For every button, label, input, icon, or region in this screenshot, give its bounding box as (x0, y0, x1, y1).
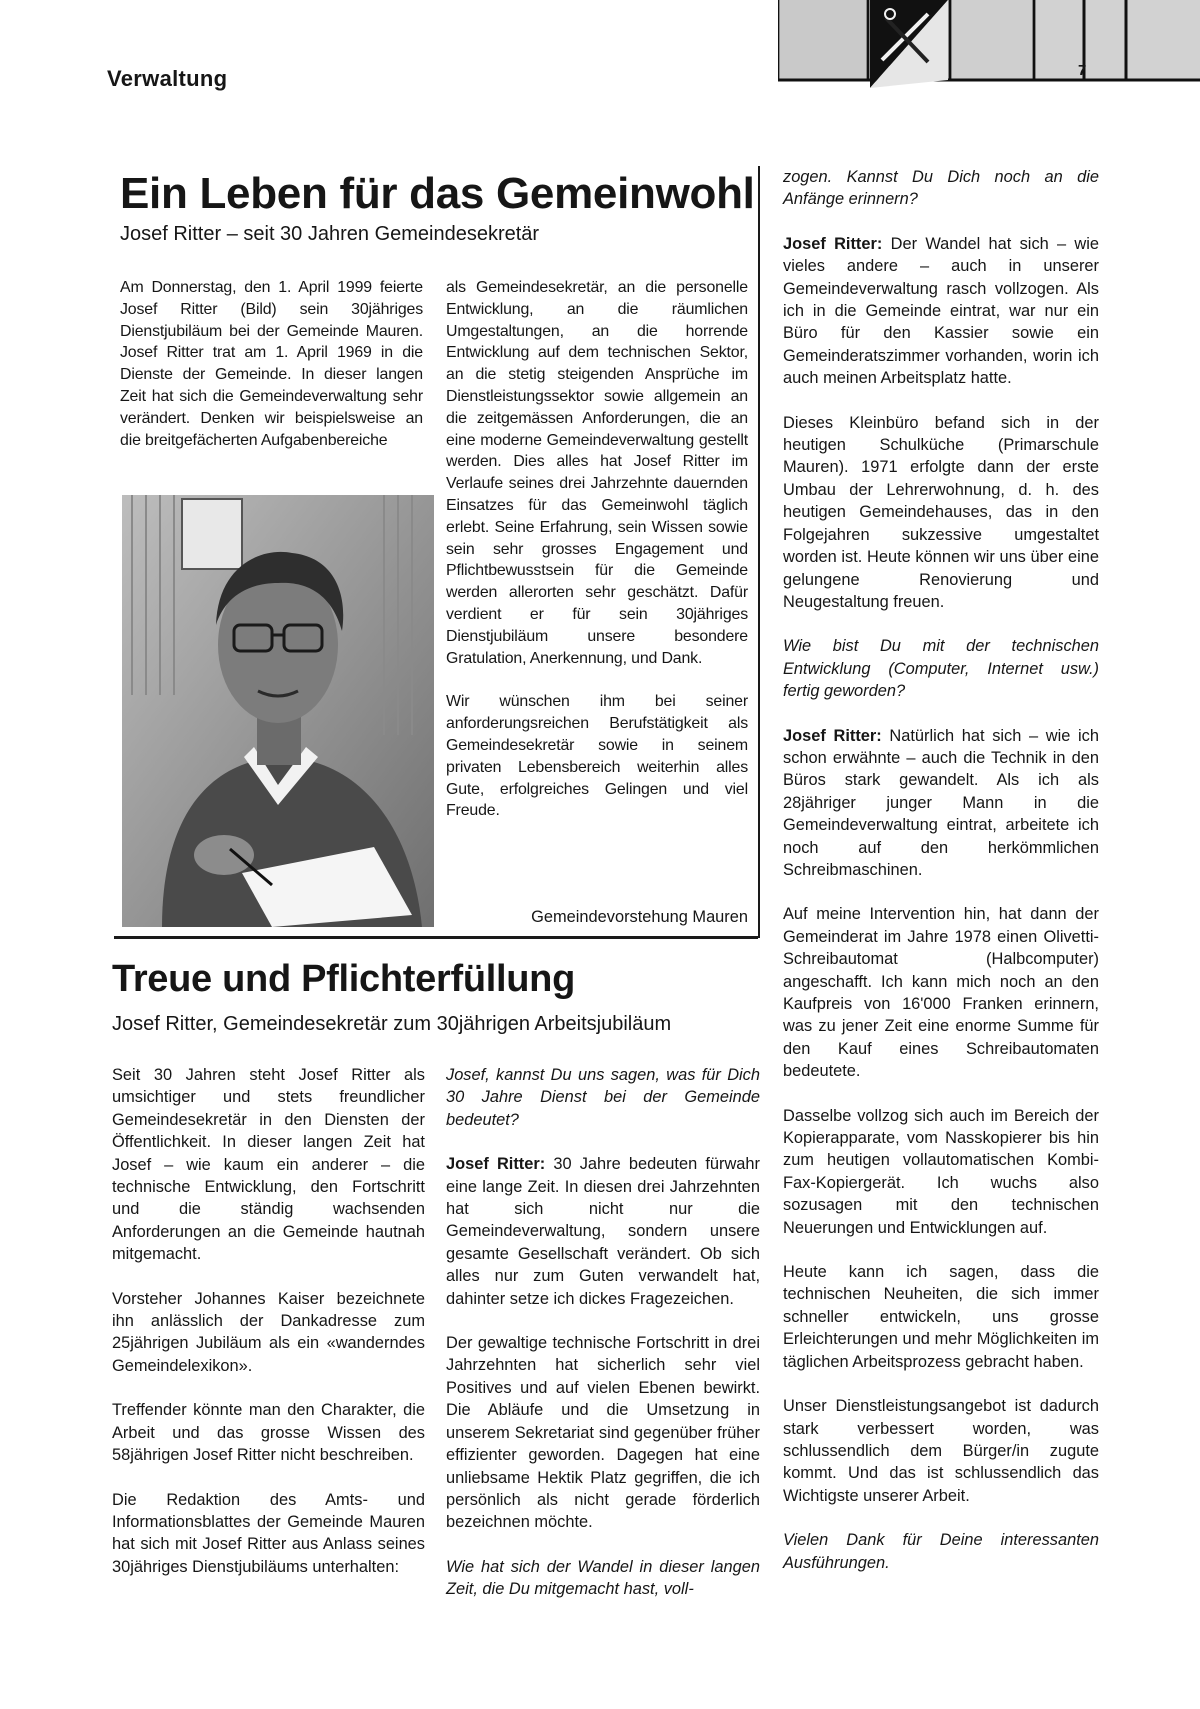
article-column3 (783, 166, 1099, 1574)
article2-subtitle: Josef Ritter, Gemeindesekretär zum 30jährigen Arbeitsjubiläum (112, 1013, 672, 1035)
interview-answer: Dasselbe vollzog sich auch im Bereich der Kopierapparate, vom Nasskopierer bis hin zum heutigen vollautomatischen Kombi-Fax-Kopiergerät. Ich wuchs also sozusagen mit den technischen Neuerungen und Entwicklungen auf. (783, 1106, 1099, 1237)
interview-question: Wie hat sich der Wandel in dieser langen Zeit, die Du mitgemacht hast, voll- (446, 1557, 760, 1599)
interview-question: Josef, kannst Du uns sagen, was für Dich 30 Jahre Dienst bei der Gemeinde bedeutet? (446, 1066, 760, 1129)
interview-question: Wie bist Du mit der technischen Entwicklung (Computer, Internet usw.) fertig geworden? (783, 637, 1099, 701)
answer-text: Der Wandel hat sich – wie vieles andere – auch in unserer Gemeindeverwaltung rasch vollzogen. Als ich in die Gemeinde eintrat, war nur ein Büro für den Kassier sowie ein Gemeinderatszimmer vorhanden, worin ich auch meinen Arbeitsplatz hatte. (783, 234, 1100, 388)
article1-title: Ein Leben für das Gemeinwohl (120, 169, 755, 218)
article2-paragraph: Seit 30 Jahren steht Josef Ritter als umsichtiger und stets freundlicher Gemeindesekretär in den Diensten der Öffentlichkeit. In dieser langen Zeit hat Josef – wie kaum ein anderer – die technische Entwicklung, den Fortschritt und die ständig wachsenden Anforderungen an die Gemeinde hautnah mitgemacht. (112, 1066, 425, 1264)
speaker-label: Josef Ritter: (446, 1155, 546, 1174)
interview-answer: Der gewaltige technische Fortschritt in drei Jahrzehnten hat sicherlich sehr viel Positives und auf vielen Ebenen bewirkt. Die Abläufe und die Umsetzung in unserem Sekretariat sind gegenüber früher effizienter geworden. Dagegen hat eine unliebsame Hektik Platz gegriffen, die ich persönlich als nicht gerade förderlich bezeichnen möchte. (446, 1334, 760, 1532)
closing-remark: Vielen Dank für Deine interessanten Ausführungen. (783, 1531, 1099, 1572)
column-divider (758, 166, 760, 938)
article2-title: Treue und Pflichterfüllung (112, 958, 575, 1000)
interview-question: zogen. Kannst Du Dich noch an die Anfänge erinnern? (783, 168, 1099, 209)
interview-answer: Dieses Kleinbüro befand sich in der heutigen Schulküche (Primarschule Mauren). 1971 erfolgte dann der erste Umbau der Lehrerwohnung, d. h. des heutigen Gemeindehauses, das in den Folgejahren sukzessive umgestaltet worden ist. Heute können wir uns über eine gelungene Renovierung und Neugestaltung freuen. (783, 413, 1099, 611)
gemeinde-wappen-icon (870, 0, 948, 88)
header-tabs-graphic (778, 0, 1200, 88)
interview-answer (783, 725, 1099, 882)
article1-column1 (120, 277, 423, 451)
answer-text: Natürlich hat sich – wie ich schon erwähnte – auch die Technik in den Büros stark gewandelt. Als ich als 28jähriger junger Mann in die Gemeindeverwaltung eintrat, arbeitete ich noch auf den herkömmlichen Schreibmaschinen. (783, 726, 1099, 879)
article1-paragraph: Wir wünschen ihm bei seiner anforderungsreichen Berufstätigkeit als Gemeindesekretär sowie in seinem privaten Lebensbereich weiterhin alles Gute, erfolgreiches Gelingen und viel Freude. (446, 693, 748, 820)
article1-intro-paragraph: Am Donnerstag, den 1. April 1999 feierte Josef Ritter (Bild) sein 30jähriges Dienstjubiläum bei der Gemeinde Mauren. Josef Ritter trat am 1. April 1969 in die Dienste der Gemeinde. In dieser langen Zeit hat sich die Gemeindeverwaltung sehr verändert. Denken wir beispielsweise an die breitgefächerten Aufgabenbereiche (120, 279, 423, 449)
article1-column2 (446, 277, 748, 822)
article2-paragraph: Vorsteher Johannes Kaiser bezeichnete ihn anlässlich der Dankadresse zum 25jährigen Jubiläum als ein «wanderndes Gemeindelexikon». (112, 1289, 425, 1375)
interview-answer: Auf meine Intervention hin, hat dann der Gemeinderat im Jahre 1978 einen Olivetti-Schreibautomat (Halbcomputer) angeschafft. Ich kann mich noch an den Kaufpreis von 16'000 Franken erinnern, was zu jener Zeit eine enorme Summe für den Kauf eines Schreibautomaten bedeutete. (783, 905, 1099, 1081)
speaker-label: Josef Ritter: (783, 726, 882, 745)
answer-text: 30 Jahre bedeuten fürwahr eine lange Zeit. In diesen drei Jahrzehnten hat sich nicht nur die Gemeindeverwaltung, sondern unsere gesamte Gesellschaft verändert. Ob sich alles nur zum Guten verwandelt hat, dahinter setze ich dickes Fragezeichen. (446, 1155, 760, 1308)
interview-answer: Unser Dienstleistungsangebot ist dadurch stark verbessert worden, was schlussendlich dem Bürger/in zugute kommt. Und das ist schlussendlich das Wichtigste unserer Arbeit. (783, 1397, 1099, 1505)
article1-signature: Gemeindevorstehung Mauren (531, 908, 748, 926)
interview-answer: Heute kann ich sagen, dass die technischen Neuheiten, die sich immer schneller entwickeln, uns grosse Erleichterungen und mehr Möglichkeiten im täglichen Arbeitsprozess gebracht haben. (783, 1263, 1099, 1371)
article2-paragraph: Treffender könnte man den Charakter, die Arbeit und das grosse Wissen des 58jährigen Josef Ritter nicht beschreiben. (112, 1401, 425, 1465)
article1-paragraph: als Gemeindesekretär, an die personelle Entwicklung, an die räumlichen Umgestaltungen, an die horrende Entwicklung auf dem technischen Sektor, an die stetig steigenden Ansprüche im Dienstleistungssektor sowie allgemein an die zeitgemässen Anforderungen, die an eine moderne Gemeindeverwaltung gestellt werden. Dies alles hat Josef Ritter im Verlaufe seines drei Jahrzehnte dauernden Einsatzes für das Gemeinwohl täglich erlebt. Seine Erfahrung, sein Wissen sowie sein sehr grosses Engagement und Pflichtbewusstsein für die Gemeinde werden allerorten sehr geschätzt. Dafür verdient er für sein 30jähriges Dienstjubiläum unsere besondere Gratulation, Anerkennung, und Dank. (446, 279, 748, 667)
section-label: Verwaltung (107, 66, 228, 91)
page-number: 7 (1078, 62, 1087, 79)
interview-answer (446, 1153, 760, 1310)
article1-subtitle: Josef Ritter – seit 30 Jahren Gemeindesekretär (120, 223, 540, 245)
article2-column2 (446, 1064, 760, 1601)
speaker-label: Josef Ritter: (783, 234, 883, 253)
article2-column1 (112, 1064, 425, 1578)
interview-answer (783, 233, 1099, 390)
article-divider (114, 936, 758, 939)
portrait-photo (122, 495, 434, 927)
article2-paragraph: Die Redaktion des Amts- und Informationsblattes der Gemeinde Mauren hat sich mit Josef Ritter aus Anlass seines 30jähriges Dienstjubiläums unterhalten: (112, 1490, 425, 1576)
